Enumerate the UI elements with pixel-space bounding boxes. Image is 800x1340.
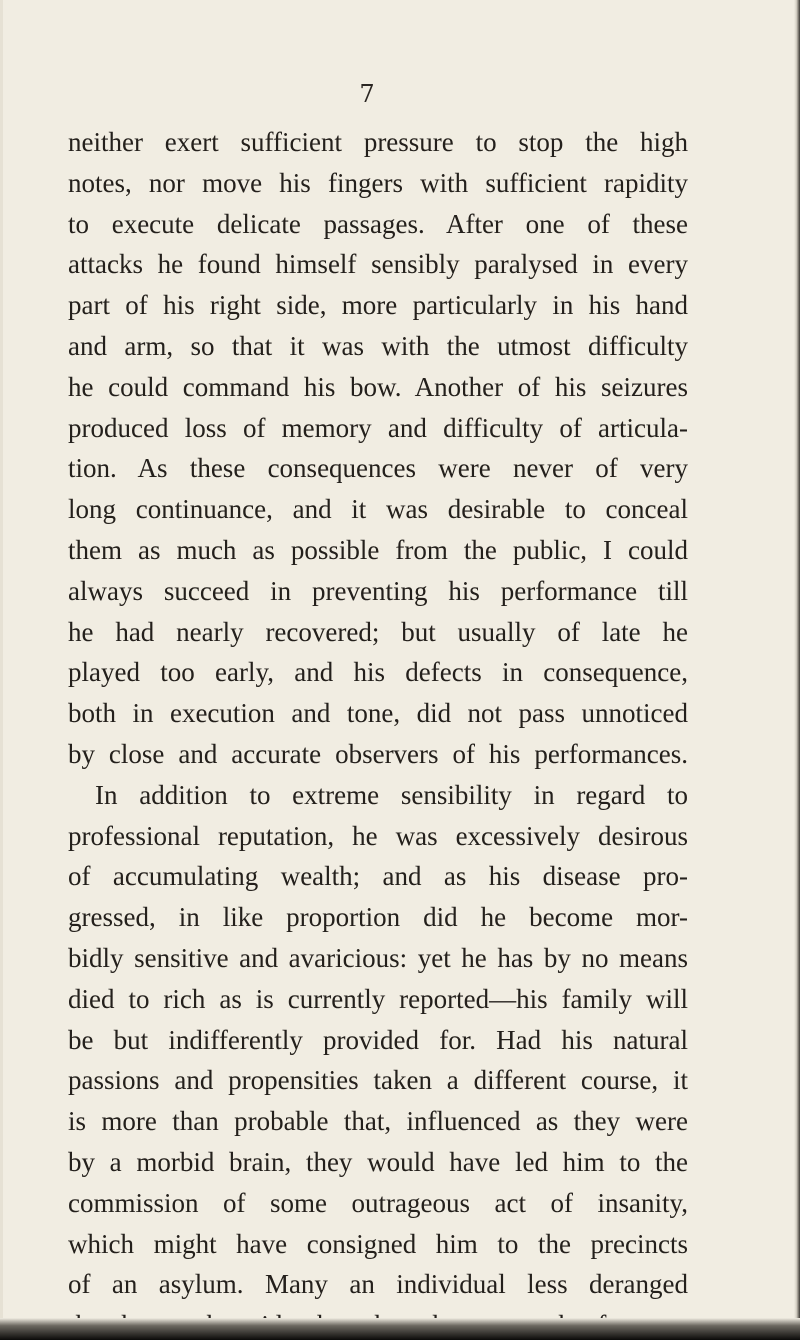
text-line: professional reputation, he was excessively desirous xyxy=(68,820,688,851)
text-line: them as much as possible from the public, I could xyxy=(68,534,688,565)
text-line: played too early, and his defects in consequence, xyxy=(68,657,688,688)
text-line: In addition to extreme sensibility in regard to xyxy=(95,779,688,810)
page-number: 7 xyxy=(359,80,375,108)
text-line: by close and accurate observers of his performances. xyxy=(68,738,688,769)
body-text xyxy=(68,122,688,1340)
text-line: of an asylum. Many an individual less deranged xyxy=(68,1269,688,1300)
page-left-edge xyxy=(0,0,3,1340)
text-line: gressed, in like proportion did he become mor- xyxy=(68,902,688,933)
text-line: died to rich as is currently reported—his family will xyxy=(68,983,688,1014)
text-line: produced loss of memory and difficulty of articula- xyxy=(68,412,688,443)
page-right-edge xyxy=(794,0,800,1340)
text-line: bidly sensitive and avaricious: yet he has by no means xyxy=(68,942,688,973)
text-line: long continuance, and it was desirable to conceal xyxy=(68,494,688,525)
text-line: he could command his bow. Another of his seizures xyxy=(68,371,688,402)
page-bottom-edge xyxy=(0,1318,800,1340)
text-line: which might have consigned him to the precincts xyxy=(68,1228,688,1259)
text-line: is more than probable that, influenced as they were xyxy=(68,1106,688,1137)
text-line: by a morbid brain, they would have led him to the xyxy=(68,1146,688,1177)
text-line: attacks he found himself sensibly paralysed in every xyxy=(68,249,688,280)
text-line: of accumulating wealth; and as his disease pro- xyxy=(68,861,688,892)
text-line: be but indifferently provided for. Had his natural xyxy=(68,1024,688,1055)
text-line: commission of some outrageous act of insanity, xyxy=(68,1187,688,1218)
text-line: notes, nor move his fingers with sufficient rapidity xyxy=(68,167,688,198)
text-line: always succeed in preventing his performance till xyxy=(68,575,688,606)
text-line: neither exert sufficient pressure to stop the high xyxy=(68,127,688,157)
text-line: he had nearly recovered; but usually of late he xyxy=(68,616,688,647)
text-line: part of his right side, more particularly in his hand xyxy=(68,290,688,321)
text-line: and arm, so that it was with the utmost difficulty xyxy=(68,330,688,361)
text-line: to execute delicate passages. After one of these xyxy=(68,208,688,239)
text-line: tion. As these consequences were never of very xyxy=(68,453,688,484)
text-line: passions and propensities taken a different course, it xyxy=(68,1065,688,1096)
text-line: both in execution and tone, did not pass unnoticed xyxy=(68,698,688,729)
